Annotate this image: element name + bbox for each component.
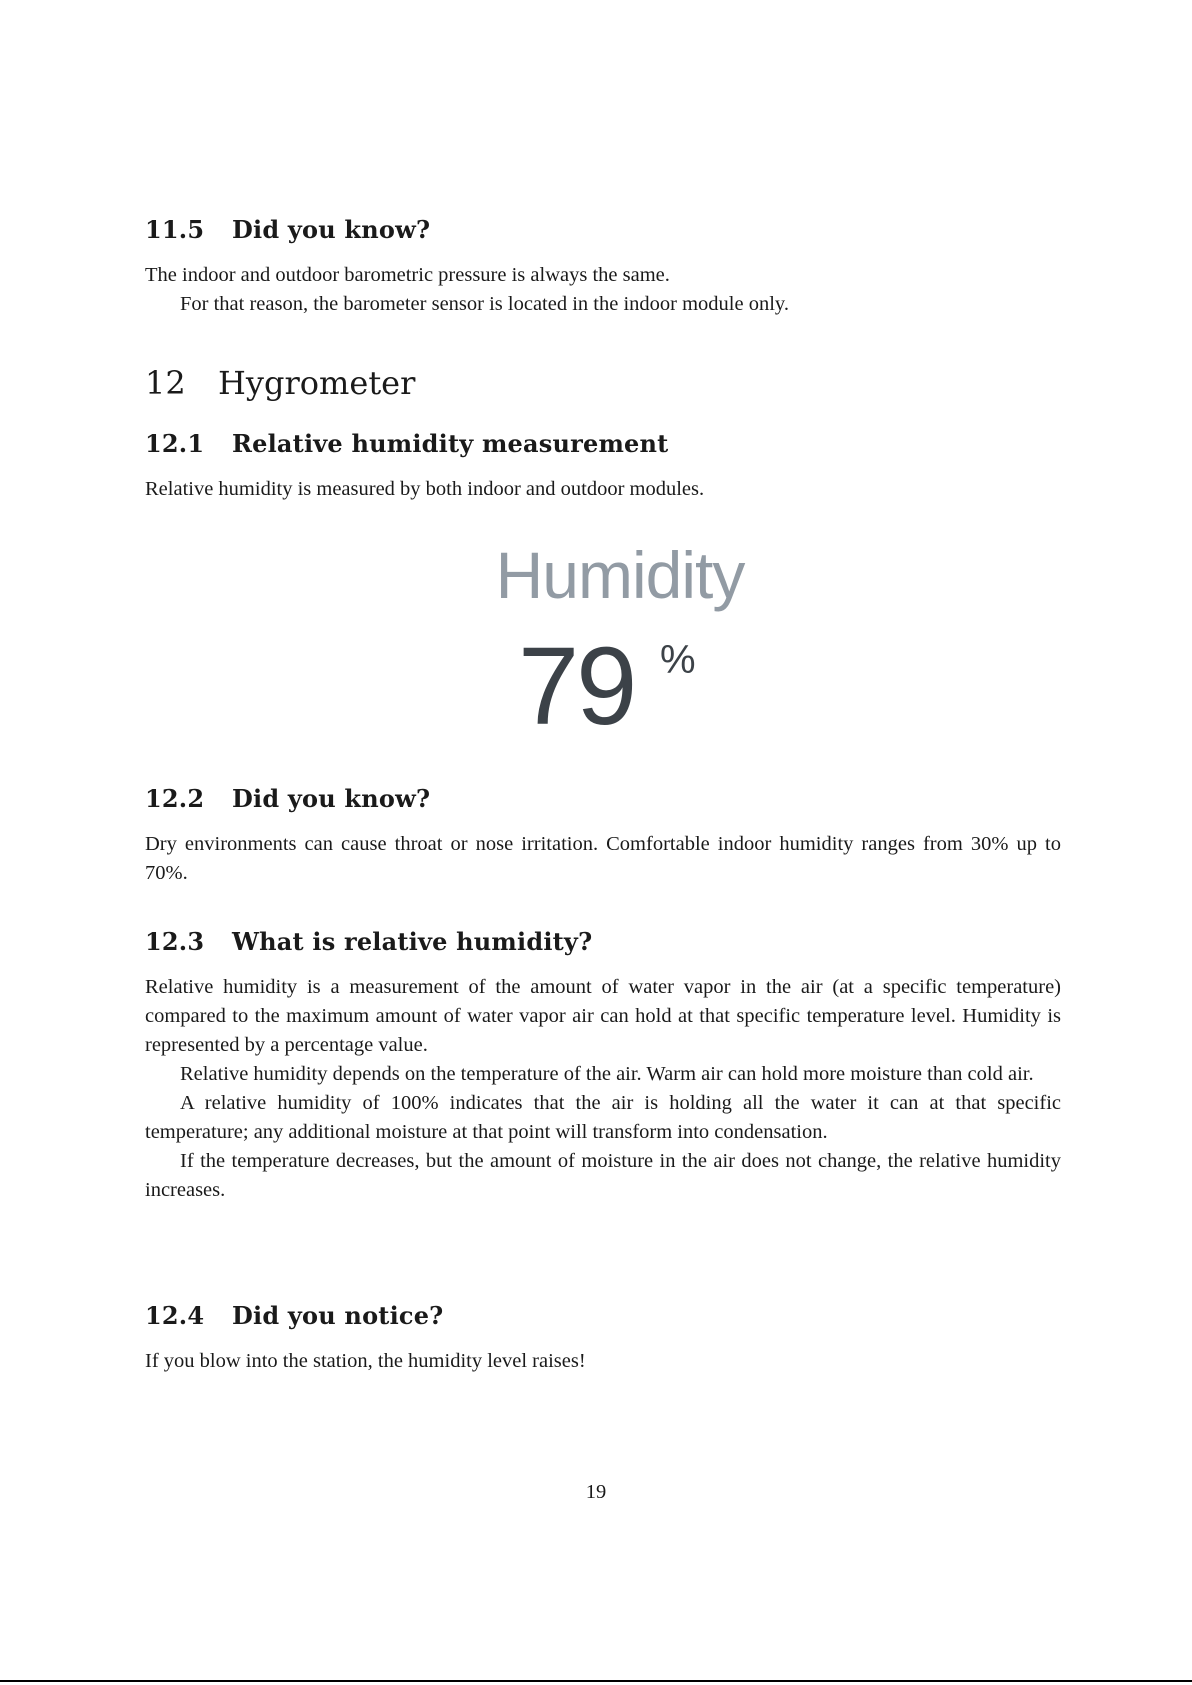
humidity-figure <box>450 535 790 748</box>
section-11-5-body <box>145 261 1061 319</box>
figure-title: Humidity <box>495 538 745 612</box>
page-number: 19 <box>585 1481 607 1503</box>
heading-number: 12.2 <box>145 784 205 813</box>
heading-11-5 <box>145 215 430 245</box>
heading-number: 12 <box>145 364 186 402</box>
heading-12-2 <box>145 784 430 814</box>
heading-number: 12.4 <box>145 1301 205 1330</box>
section-12-3-body <box>145 973 1061 1205</box>
heading-title: Did you know? <box>232 215 431 244</box>
heading-12-1 <box>145 429 668 459</box>
heading-title: Hygrometer <box>218 364 416 402</box>
section-12-2-body <box>145 830 1061 888</box>
paragraph: If you blow into the station, the humidity level raises! <box>145 1350 586 1372</box>
heading-title: Did you know? <box>232 784 431 813</box>
heading-12-3 <box>145 927 592 957</box>
section-12-4-body <box>145 1347 1061 1376</box>
paragraph: If the temperature decreases, but the amount of moisture in the air does not change, the relative humidity increases. <box>145 1150 1061 1201</box>
heading-number: 11.5 <box>145 215 205 244</box>
paragraph: A relative humidity of 100% indicates that the air is holding all the water it can at that specific temperature; any additional moisture at that point will transform into condensation. <box>145 1092 1061 1143</box>
paragraph: For that reason, the barometer sensor is located in the indoor module only. <box>180 293 789 315</box>
heading-title: Relative humidity measurement <box>232 429 669 458</box>
heading-number: 12.1 <box>145 429 205 458</box>
paragraph: Dry environments can cause throat or nose irritation. Comfortable indoor humidity ranges from 30% up to 70%. <box>145 833 1061 884</box>
bottom-divider <box>0 1680 1192 1682</box>
heading-12 <box>145 363 415 403</box>
heading-title: What is relative humidity? <box>232 927 593 956</box>
heading-number: 12.3 <box>145 927 205 956</box>
heading-12-4 <box>145 1301 443 1331</box>
heading-title: Did you notice? <box>232 1301 444 1330</box>
paragraph: Relative humidity is a measurement of the amount of water vapor in the air (at a specific temperature) compared to the maximum amount of water vapor air can hold at that specific temperature level. Humidity is represented by a percentage value. <box>145 976 1061 1056</box>
paragraph: Relative humidity is measured by both indoor and outdoor modules. <box>145 478 705 500</box>
humidity-unit: % <box>660 638 696 682</box>
humidity-value: 79 <box>518 625 635 748</box>
section-12-1-body <box>145 475 1061 504</box>
paragraph: The indoor and outdoor barometric pressure is always the same. <box>145 264 670 286</box>
paragraph: Relative humidity depends on the temperature of the air. Warm air can hold more moisture than cold air. <box>180 1063 1034 1085</box>
